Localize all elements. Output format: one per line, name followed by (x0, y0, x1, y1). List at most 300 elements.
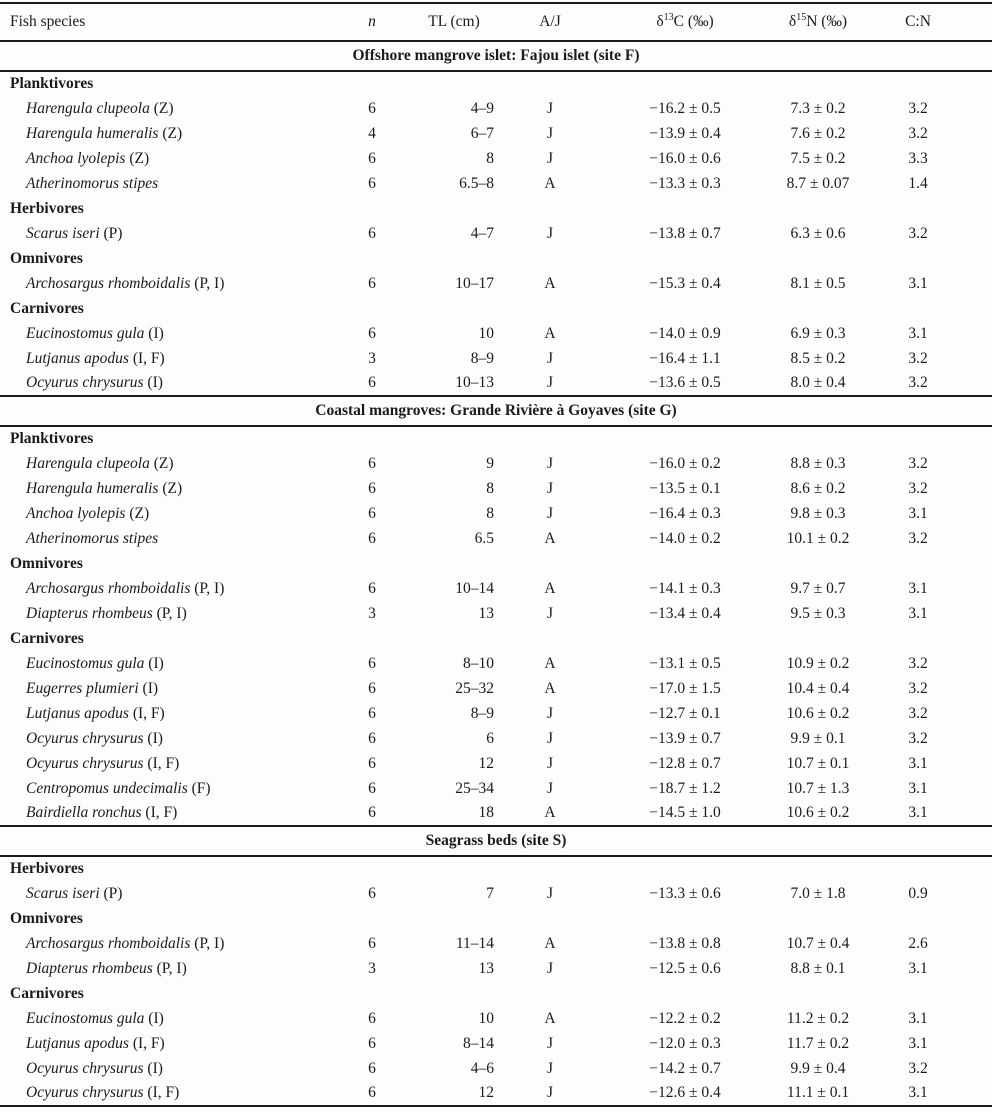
species-name: Archosargus rhomboidalis (26, 934, 191, 952)
total-length-cell: 4–6 (470, 1059, 494, 1077)
delta15n-cell: 8.8 ± 0.1 (790, 959, 846, 977)
total-length-cell: 10–17 (455, 274, 494, 292)
adult-juvenile-cell: J (546, 149, 554, 167)
delta13c-cell: −13.4 ± 0.4 (649, 604, 721, 622)
total-length-cell: 10 (478, 324, 494, 342)
cn-ratio-cell: 3.1 (908, 274, 928, 292)
cn-ratio-cell: 3.2 (908, 529, 928, 547)
adult-juvenile-cell: A (544, 934, 556, 952)
delta15n-cell: 9.5 ± 0.3 (790, 604, 846, 622)
trophic-group-row (0, 296, 992, 321)
table-row (0, 776, 992, 801)
sample-size-cell: 6 (368, 729, 376, 747)
species-cell (0, 271, 336, 296)
cn-ratio-cell: 3.1 (908, 579, 928, 597)
section-title: Coastal mangroves: Grande Rivière à Goyaves (site G) (0, 396, 992, 426)
row-spacer (970, 956, 992, 981)
table-row (0, 371, 992, 396)
sample-size-cell: 6 (368, 479, 376, 497)
section-title-row (0, 41, 992, 71)
delta15n-cell: 7.5 ± 0.2 (790, 149, 846, 167)
sample-size-cell: 6 (368, 1059, 376, 1077)
isotope-mass-superscript: 13 (663, 11, 674, 23)
table-row (0, 956, 992, 981)
table-row (0, 271, 992, 296)
cn-ratio-cell: 3.2 (908, 704, 928, 722)
total-length-cell: 10 (478, 1009, 494, 1027)
sample-size-cell: 6 (368, 654, 376, 672)
total-length-cell: 8 (486, 504, 494, 522)
row-spacer (970, 121, 992, 146)
species-name: Centropomus undecimalis (26, 779, 188, 797)
table-row (0, 1006, 992, 1031)
sample-size-cell: 6 (368, 579, 376, 597)
species-cell (0, 576, 336, 601)
delta13c-cell: −12.0 ± 0.3 (649, 1034, 721, 1052)
section-title: Seagrass beds (site S) (0, 826, 992, 856)
row-spacer (970, 501, 992, 526)
delta13c-cell: −13.3 ± 0.6 (649, 884, 721, 902)
adult-juvenile-cell: A (544, 804, 556, 821)
adult-juvenile-cell: J (546, 729, 554, 747)
species-name: Atherinomorus stipes (26, 174, 159, 192)
adult-juvenile-cell: A (544, 579, 556, 597)
table-row (0, 171, 992, 196)
table-row (0, 501, 992, 526)
delta15n-cell: 8.5 ± 0.2 (790, 349, 846, 367)
total-length-cell: 18 (478, 804, 494, 821)
adult-juvenile-cell: J (546, 374, 554, 391)
sample-size-cell: 6 (368, 529, 376, 547)
trophic-group-label: Planktivores (10, 75, 94, 92)
row-spacer (970, 1081, 992, 1106)
species-name: Ocyurus chrysurus (26, 729, 144, 747)
diet-code-note: (P, I) (156, 604, 187, 622)
species-cell (0, 676, 336, 701)
species-cell (0, 501, 336, 526)
species-name: Eugerres plumieri (26, 679, 139, 697)
delta13c-cell: −16.4 ± 1.1 (649, 349, 721, 367)
trophic-group-label: Carnivores (10, 629, 84, 647)
sample-size-cell: 6 (336, 1081, 408, 1106)
species-name: Ocyurus chrysurus (26, 754, 144, 772)
diet-code-note: (I) (147, 374, 163, 391)
total-length-cell: 8–14 (463, 1034, 494, 1052)
total-length-cell: 10–13 (455, 374, 494, 391)
delta15n-cell: 9.9 ± 0.4 (790, 1059, 846, 1077)
table-row (0, 451, 992, 476)
species-cell (0, 171, 336, 196)
species-cell (0, 1031, 336, 1056)
table-row (0, 1031, 992, 1056)
fish-isotope-table (0, 2, 992, 1107)
diet-code-note: (I, F) (145, 804, 178, 821)
trophic-group-label: Planktivores (10, 430, 94, 447)
diet-code-note: (I, F) (132, 704, 165, 722)
delta15n-cell: 9.9 ± 0.1 (790, 729, 846, 747)
delta15n-cell: 10.6 ± 0.2 (786, 704, 850, 722)
total-length-cell: 10–14 (455, 579, 494, 597)
diet-code-note: (I) (147, 1059, 163, 1077)
species-cell (0, 651, 336, 676)
species-name: Atherinomorus stipes (26, 529, 159, 547)
total-length-cell: 8–9 (470, 349, 494, 367)
row-spacer (970, 931, 992, 956)
section-title-row (0, 396, 992, 426)
diet-code-note: (I) (147, 729, 163, 747)
table-row (0, 701, 992, 726)
adult-juvenile-cell: J (546, 779, 554, 797)
isotope-mass-superscript: 15 (796, 11, 807, 23)
species-cell (0, 881, 336, 906)
delta13c-cell: −14.5 ± 1.0 (649, 804, 721, 821)
species-name: Scarus iseri (26, 884, 100, 902)
cn-ratio-cell: 3.1 (908, 604, 928, 622)
species-cell (0, 146, 336, 171)
adult-juvenile-cell: J (546, 959, 554, 977)
diet-code-note: (Z) (129, 504, 150, 522)
sample-size-cell: 6 (368, 174, 376, 192)
diet-code-note: (Z) (162, 479, 183, 497)
diet-code-note: (I, F) (132, 349, 165, 367)
trophic-group-label: Omnivores (10, 554, 83, 572)
column-header-species: Fish species (0, 3, 336, 41)
trophic-group-label: Carnivores (10, 984, 84, 1002)
diet-code-note: (Z) (153, 99, 174, 117)
species-name: Eucinostomus gula (26, 654, 145, 672)
trophic-group-row (0, 196, 992, 221)
diet-code-note: (I, F) (147, 1084, 180, 1101)
delta13c-cell: −17.0 ± 1.5 (649, 679, 721, 697)
row-spacer (970, 881, 992, 906)
delta15n-cell: 11.2 ± 0.2 (786, 1009, 850, 1027)
species-cell (0, 701, 336, 726)
cn-ratio-cell: 3.1 (908, 804, 928, 821)
delta15n-cell: 10.9 ± 0.2 (786, 654, 850, 672)
species-name: Lutjanus apodus (26, 1034, 129, 1052)
adult-juvenile-cell: J (546, 1034, 554, 1052)
adult-juvenile-cell: J (546, 604, 554, 622)
cn-ratio-cell: 3.3 (908, 149, 928, 167)
column-header-aj: A/J (500, 3, 600, 41)
total-length-cell: 6 (486, 729, 494, 747)
delta13c-cell: −12.7 ± 0.1 (649, 704, 721, 722)
sample-size-cell: 6 (368, 99, 376, 117)
species-name: Bairdiella ronchus (26, 804, 142, 821)
delta15n-cell: 8.1 ± 0.5 (790, 274, 846, 292)
header-row (0, 3, 992, 41)
cn-ratio-cell: 3.1 (908, 754, 928, 772)
table-row (0, 96, 992, 121)
species-cell (0, 801, 336, 826)
sample-size-cell: 6 (368, 274, 376, 292)
sample-size-cell: 3 (368, 959, 376, 977)
sample-size-cell: 6 (368, 149, 376, 167)
trophic-group-row (0, 426, 992, 451)
total-length-cell: 12 (478, 754, 494, 772)
total-length-cell: 6.5–8 (459, 174, 494, 192)
cn-ratio-cell: 3.1 (908, 779, 928, 797)
total-length-cell: 11–14 (455, 934, 494, 952)
total-length-cell: 25–32 (455, 679, 494, 697)
isotope-symbol: δ (656, 13, 664, 30)
column-header-d13c (600, 3, 770, 41)
diet-code-note: (I) (142, 679, 159, 697)
delta15n-cell: 8.8 ± 0.3 (790, 454, 846, 472)
sample-size-cell: 6 (368, 679, 376, 697)
species-cell (0, 96, 336, 121)
sample-size-cell: 6 (368, 934, 376, 952)
table-row (0, 1056, 992, 1081)
sample-size-cell: 6 (368, 1034, 376, 1052)
delta13c-cell: −14.0 ± 0.2 (649, 529, 721, 547)
sample-size-cell: 6 (368, 884, 376, 902)
trophic-group-row (0, 626, 992, 651)
delta15n-cell: 11.1 ± 0.1 (770, 1081, 866, 1106)
total-length-cell: 13 (478, 604, 494, 622)
sample-size-cell: 6 (368, 454, 376, 472)
species-name: Lutjanus apodus (26, 349, 129, 367)
delta15n-cell: 10.7 ± 0.4 (786, 934, 850, 952)
delta13c-cell: −13.9 ± 0.7 (649, 729, 721, 747)
row-spacer (970, 146, 992, 171)
total-length-cell: 12 (408, 1081, 500, 1106)
cn-ratio-cell: 3.2 (908, 224, 928, 242)
species-cell (0, 956, 336, 981)
adult-juvenile-cell: J (546, 479, 554, 497)
species-cell (0, 346, 336, 371)
trophic-group-row (0, 856, 992, 881)
adult-juvenile-cell: J (546, 454, 554, 472)
total-length-cell: 4–9 (470, 99, 494, 117)
sample-size-cell: 6 (368, 374, 376, 391)
table-body (0, 41, 992, 1106)
row-spacer (970, 801, 992, 826)
species-cell (0, 476, 336, 501)
delta13c-cell: −13.5 ± 0.1 (649, 479, 721, 497)
cn-ratio-cell: 3.1 (908, 1009, 928, 1027)
cn-ratio-cell: 3.2 (908, 679, 928, 697)
delta13c-cell: −14.1 ± 0.3 (649, 579, 721, 597)
delta15n-cell: 7.3 ± 0.2 (790, 99, 846, 117)
table-row (0, 651, 992, 676)
total-length-cell: 6.5 (474, 529, 494, 547)
species-name: Eucinostomus gula (26, 1009, 145, 1027)
diet-code-note: (P) (103, 884, 123, 902)
diet-code-note: (I) (148, 324, 164, 342)
species-name: Eucinostomus gula (26, 324, 145, 342)
row-spacer (970, 171, 992, 196)
table-row (0, 601, 992, 626)
row-spacer (970, 476, 992, 501)
delta13c-cell: −14.2 ± 0.7 (649, 1059, 721, 1077)
delta15n-cell: 8.0 ± 0.4 (790, 374, 846, 391)
cn-ratio-cell: 3.2 (908, 454, 928, 472)
delta13c-cell: −16.4 ± 0.3 (649, 504, 721, 522)
species-name: Archosargus rhomboidalis (26, 579, 191, 597)
species-name: Diapterus rhombeus (26, 604, 153, 622)
column-header-n: n (336, 3, 408, 41)
delta15n-cell: 10.7 ± 1.3 (786, 779, 850, 797)
total-length-cell: 25–34 (455, 779, 494, 797)
adult-juvenile-cell: A (544, 529, 556, 547)
sample-size-cell: 6 (368, 504, 376, 522)
isotope-element-unit: N (‰) (806, 13, 848, 30)
table-row (0, 526, 992, 551)
adult-juvenile-cell: J (546, 124, 554, 142)
delta15n-cell: 9.8 ± 0.3 (790, 504, 846, 522)
row-spacer (970, 451, 992, 476)
diet-code-note: (P) (103, 224, 123, 242)
row-spacer (970, 526, 992, 551)
row-spacer (970, 96, 992, 121)
species-name: Anchoa lyolepis (26, 149, 126, 167)
species-name: Harengula clupeola (26, 454, 150, 472)
species-cell (0, 1056, 336, 1081)
delta13c-cell: −15.3 ± 0.4 (649, 274, 721, 292)
row-spacer (970, 1056, 992, 1081)
trophic-group-row (0, 981, 992, 1006)
species-cell (0, 1006, 336, 1031)
header-spacer (970, 3, 992, 41)
table-row (0, 881, 992, 906)
delta13c-cell: −14.0 ± 0.9 (649, 324, 721, 342)
table-header (0, 3, 992, 41)
total-length-cell: 9 (486, 454, 494, 472)
table-row (0, 346, 992, 371)
species-name: Harengula clupeola (26, 99, 150, 117)
delta15n-cell: 6.3 ± 0.6 (790, 224, 846, 242)
total-length-cell: 7 (486, 884, 494, 902)
cn-ratio-cell: 3.1 (908, 959, 928, 977)
species-cell (0, 121, 336, 146)
delta13c-cell: −12.2 ± 0.2 (649, 1009, 721, 1027)
species-cell (0, 451, 336, 476)
adult-juvenile-cell: J (546, 704, 554, 722)
row-spacer (970, 701, 992, 726)
adult-juvenile-cell: J (546, 1059, 554, 1077)
trophic-group-label: Omnivores (10, 249, 83, 267)
cn-ratio-cell: 3.1 (908, 1034, 928, 1052)
trophic-group-label: Herbivores (10, 860, 84, 877)
total-length-cell: 8 (486, 479, 494, 497)
total-length-cell: 8 (486, 149, 494, 167)
species-name: Archosargus rhomboidalis (26, 274, 191, 292)
adult-juvenile-cell: A (544, 174, 556, 192)
total-length-cell: 6–7 (470, 124, 494, 142)
row-spacer (970, 371, 992, 396)
sample-size-cell: 3 (368, 349, 376, 367)
diet-code-note: (P, I) (156, 959, 187, 977)
table-row (0, 576, 992, 601)
row-spacer (970, 1031, 992, 1056)
adult-juvenile-cell: A (544, 654, 556, 672)
cn-ratio-cell: 3.2 (908, 349, 928, 367)
sample-size-cell: 3 (368, 604, 376, 622)
row-spacer (970, 221, 992, 246)
trophic-group-label: Omnivores (10, 909, 83, 927)
species-cell (0, 931, 336, 956)
diet-code-note: (Z) (162, 124, 183, 142)
species-cell (0, 221, 336, 246)
adult-juvenile-cell: J (500, 1081, 600, 1106)
delta13c-cell: −12.6 ± 0.4 (600, 1081, 770, 1106)
diet-code-note: (Z) (153, 454, 174, 472)
delta15n-cell: 6.9 ± 0.3 (790, 324, 846, 342)
delta13c-cell: −13.6 ± 0.5 (649, 374, 721, 391)
species-name: Diapterus rhombeus (26, 959, 153, 977)
row-spacer (970, 651, 992, 676)
species-name: Anchoa lyolepis (26, 504, 126, 522)
species-cell (0, 751, 336, 776)
delta13c-cell: −12.8 ± 0.7 (649, 754, 721, 772)
species-name: Lutjanus apodus (26, 704, 129, 722)
delta15n-cell: 7.0 ± 1.8 (790, 884, 846, 902)
sample-size-cell: 6 (368, 1009, 376, 1027)
table-row (0, 476, 992, 501)
species-cell (0, 601, 336, 626)
row-spacer (970, 776, 992, 801)
delta13c-cell: −16.2 ± 0.5 (649, 99, 721, 117)
cn-ratio-cell: 3.1 (866, 1081, 970, 1106)
delta15n-cell: 10.7 ± 0.1 (786, 754, 850, 772)
table-row (0, 1081, 992, 1106)
diet-code-note: (P, I) (194, 579, 225, 597)
row-spacer (970, 726, 992, 751)
adult-juvenile-cell: J (546, 99, 554, 117)
row-spacer (970, 601, 992, 626)
sample-size-cell: 6 (368, 324, 376, 342)
adult-juvenile-cell: J (546, 224, 554, 242)
delta13c-cell: −13.8 ± 0.8 (649, 934, 721, 952)
table-row (0, 146, 992, 171)
trophic-group-label: Herbivores (10, 199, 84, 217)
species-name: Ocyurus chrysurus (26, 1084, 144, 1101)
adult-juvenile-cell: J (546, 349, 554, 367)
table-row (0, 321, 992, 346)
sample-size-cell: 4 (368, 124, 376, 142)
trophic-group-label: Carnivores (10, 299, 84, 317)
adult-juvenile-cell: A (544, 274, 556, 292)
total-length-cell: 8–9 (470, 704, 494, 722)
delta13c-cell: −13.8 ± 0.7 (649, 224, 721, 242)
trophic-group-row (0, 551, 992, 576)
species-name: Ocyurus chrysurus (26, 1059, 144, 1077)
section-title: Offshore mangrove islet: Fajou islet (site F) (0, 41, 992, 71)
row-spacer (970, 676, 992, 701)
diet-code-note: (I) (148, 1009, 164, 1027)
sample-size-cell: 6 (368, 804, 376, 821)
diet-code-note: (Z) (129, 149, 150, 167)
delta15n-cell: 7.6 ± 0.2 (790, 124, 846, 142)
trophic-group-row (0, 906, 992, 931)
adult-juvenile-cell: A (544, 324, 556, 342)
adult-juvenile-cell: J (546, 504, 554, 522)
table-row (0, 676, 992, 701)
row-spacer (970, 271, 992, 296)
trophic-group-row (0, 71, 992, 96)
sample-size-cell: 6 (368, 704, 376, 722)
cn-ratio-cell: 3.2 (908, 374, 928, 391)
species-name: Scarus iseri (26, 224, 100, 242)
table-row (0, 751, 992, 776)
delta15n-cell: 9.7 ± 0.7 (790, 579, 846, 597)
isotope-element-unit: C (‰) (673, 13, 714, 30)
total-length-cell: 8–10 (463, 654, 494, 672)
species-name: Harengula humeralis (26, 124, 159, 142)
cn-ratio-cell: 1.4 (908, 174, 928, 192)
total-length-cell: 4–7 (470, 224, 494, 242)
